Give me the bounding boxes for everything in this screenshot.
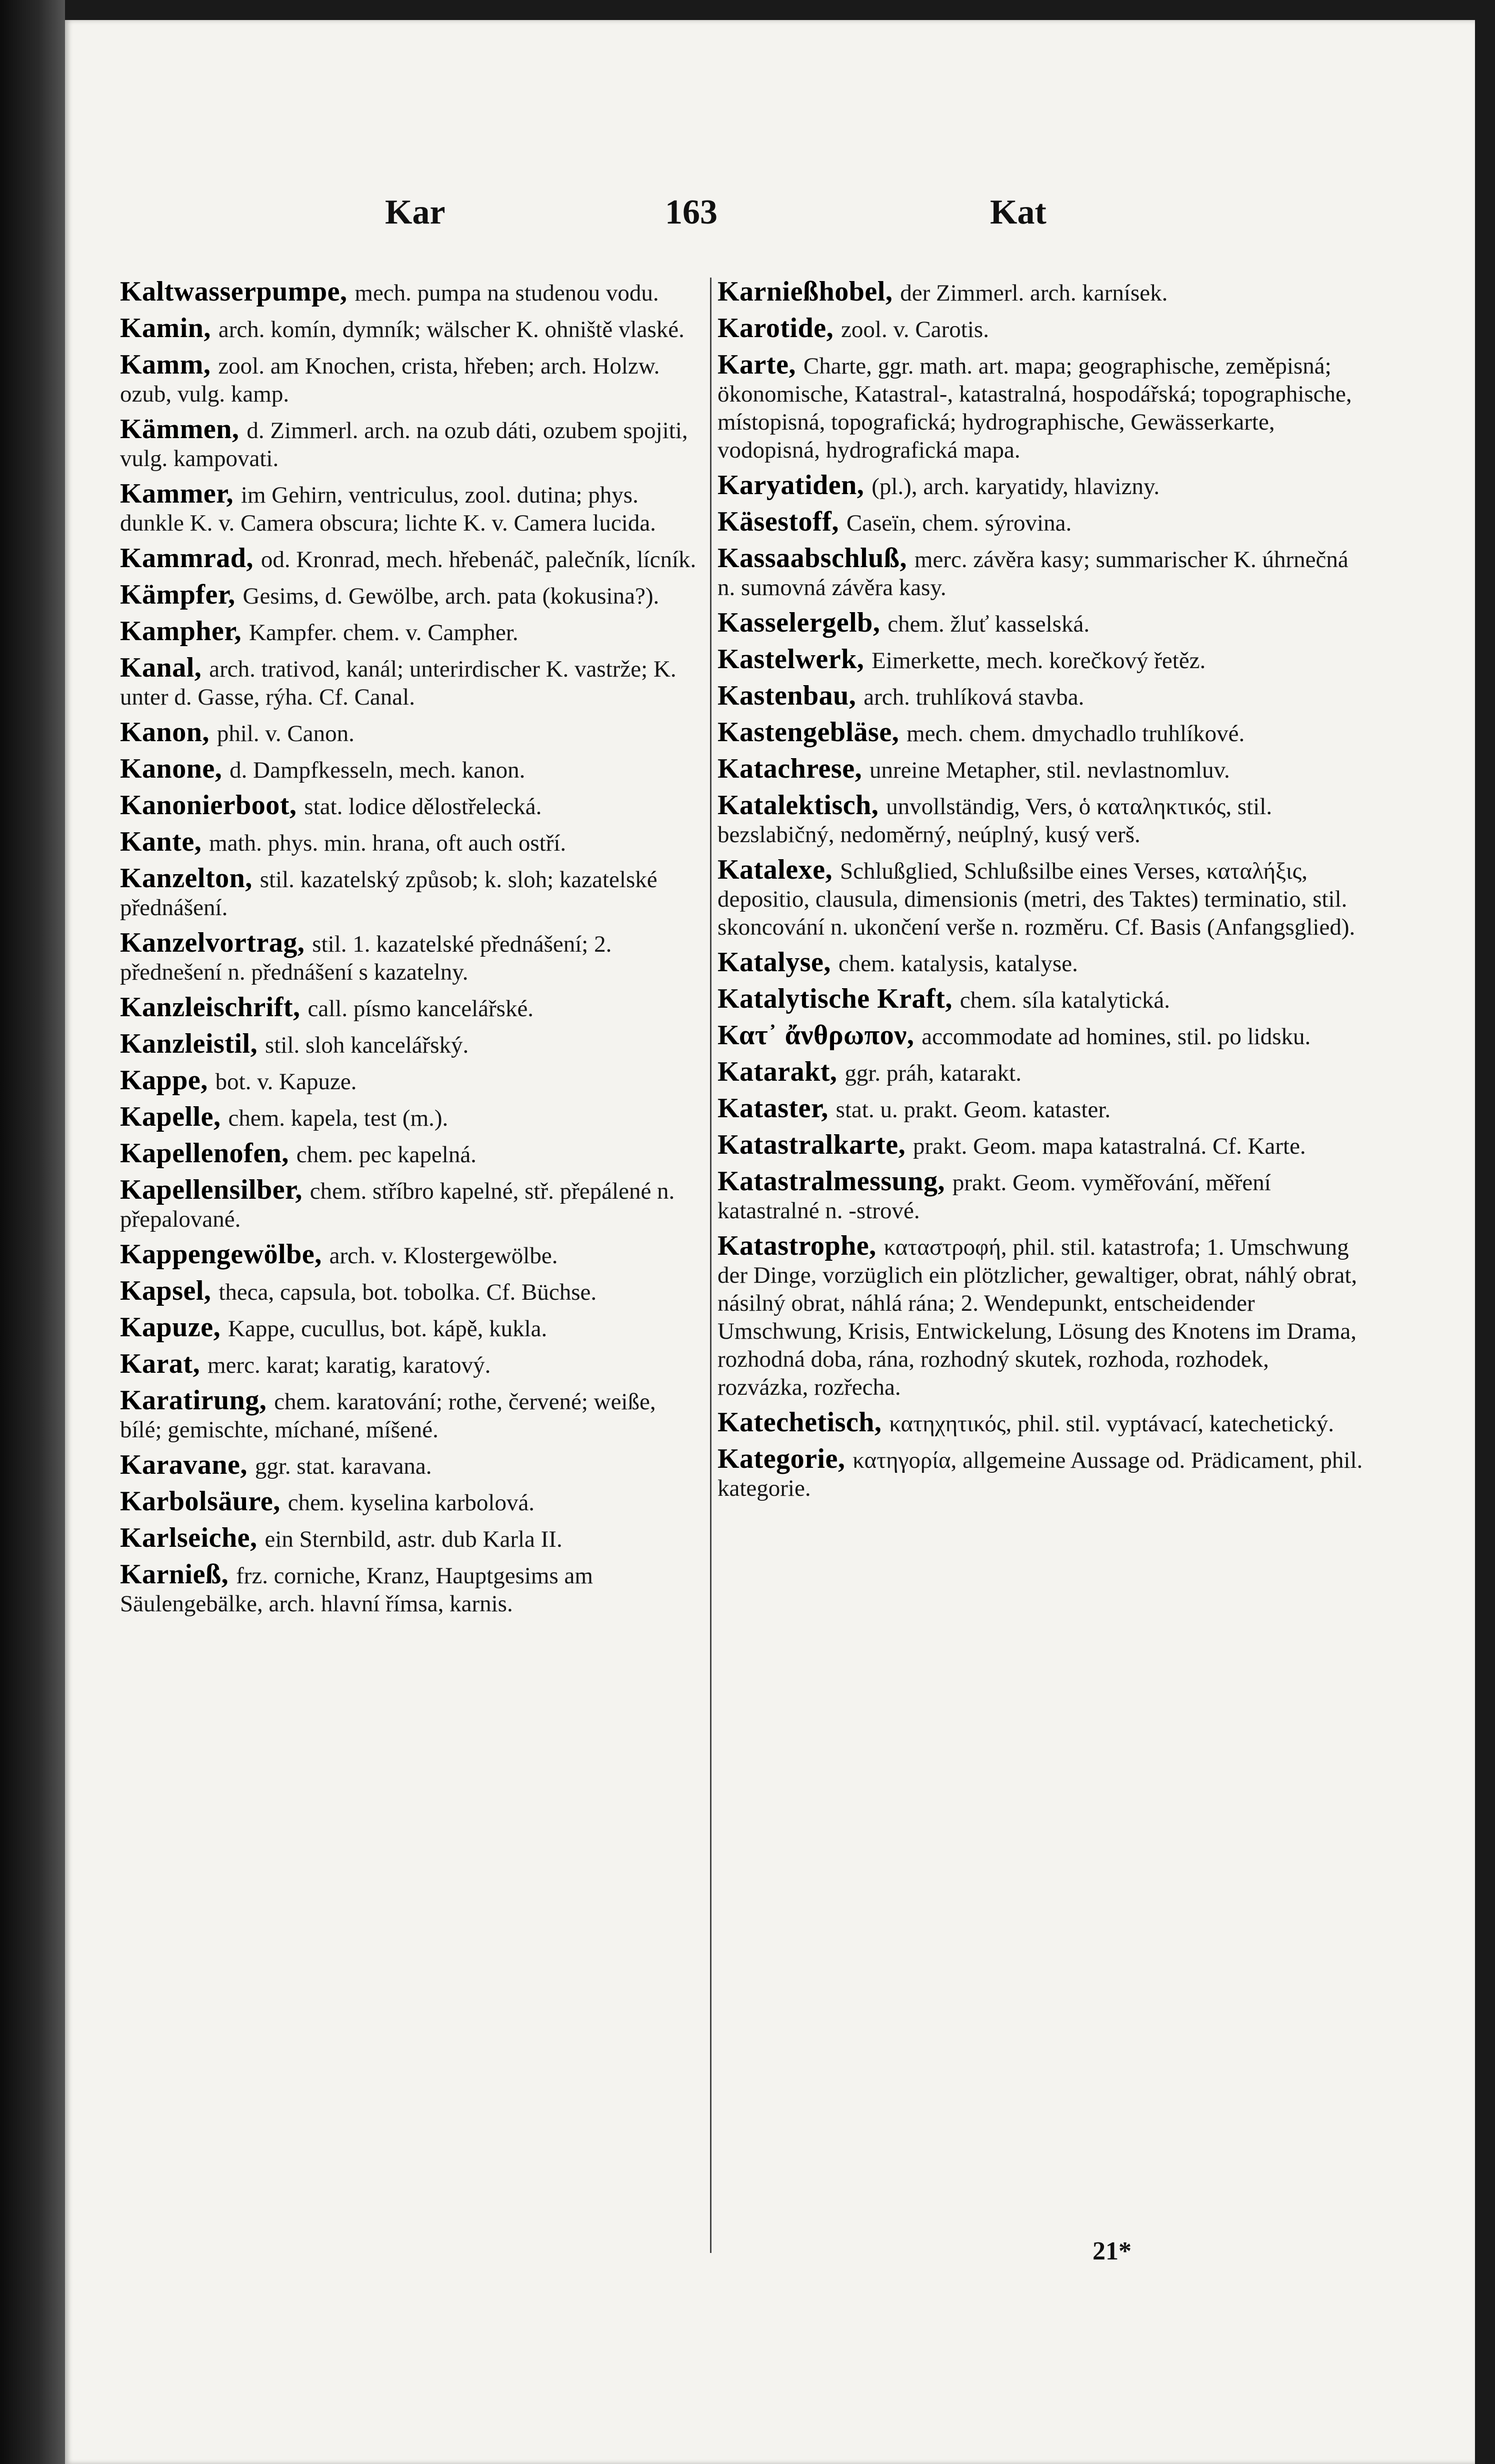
dictionary-entry bbox=[120, 1487, 700, 1517]
entry-definition: zool. am Knochen, crista, hřeben; arch. Holzw. ozub, vulg. kamp. bbox=[120, 353, 660, 407]
entry-definition: chem. pec kapelná. bbox=[296, 1142, 476, 1168]
dictionary-entry bbox=[120, 755, 700, 784]
entry-definition: frz. corniche, Kranz, Hauptgesims am Säulengebälke, arch. hlavní římsa, karnis. bbox=[120, 1563, 593, 1617]
dictionary-entry bbox=[718, 791, 1365, 849]
header-left-guideword: Kar bbox=[385, 193, 446, 232]
entry-headword: Katalektisch , bbox=[718, 790, 878, 821]
entry-headword: Kanal , bbox=[120, 652, 202, 683]
dictionary-entry bbox=[120, 617, 700, 647]
entry-headword: Kanonierboot , bbox=[120, 790, 296, 821]
entry-definition: stil. kazatelský způsob; k. sloh; kazatelské přednášení. bbox=[120, 867, 658, 921]
dictionary-entry bbox=[718, 1167, 1365, 1225]
dictionary-entry bbox=[120, 1066, 700, 1096]
dictionary-entry bbox=[120, 480, 700, 537]
entry-definition: chem. kapela, test (m.). bbox=[228, 1105, 448, 1131]
dictionary-entry bbox=[718, 1131, 1365, 1160]
page-header bbox=[65, 193, 1475, 248]
entry-headword: Käsestoff , bbox=[718, 506, 839, 537]
entry-headword: Kataster , bbox=[718, 1093, 828, 1124]
entry-definition: merc. karat; karatig, karatový. bbox=[208, 1352, 491, 1378]
entry-headword: Kappe , bbox=[120, 1065, 208, 1096]
entry-headword: Kappengewölbe , bbox=[120, 1239, 322, 1270]
entry-headword: Katarakt , bbox=[718, 1056, 837, 1087]
dictionary-entry bbox=[120, 1103, 700, 1132]
entry-headword: Kastenbau , bbox=[718, 680, 856, 711]
dictionary-entry bbox=[120, 1030, 700, 1059]
dictionary-entry bbox=[120, 544, 700, 574]
entry-definition: d. Dampfkesseln, mech. kanon. bbox=[230, 757, 526, 783]
entry-definition: der Zimmerl. arch. karnísek. bbox=[900, 280, 1168, 306]
dictionary-entry bbox=[718, 948, 1365, 978]
dictionary-entry bbox=[120, 581, 700, 610]
entry-definition: bot. v. Kapuze. bbox=[215, 1069, 357, 1095]
entry-headword: Katachrese , bbox=[718, 753, 862, 784]
entry-headword: Kamm , bbox=[120, 349, 210, 380]
entry-headword: Katastralkarte , bbox=[718, 1129, 906, 1160]
entry-definition: arch. trativod, kanál; unterirdischer K. vastrže; K. unter d. Gasse, rýha. Cf. Canal. bbox=[120, 656, 676, 710]
page-number: 163 bbox=[665, 193, 718, 232]
entry-headword: Katastralmessung , bbox=[718, 1166, 945, 1197]
column-divider bbox=[710, 278, 712, 2253]
entry-headword: Kapsel , bbox=[120, 1275, 211, 1306]
entry-headword: Kanzleischrift , bbox=[120, 992, 300, 1023]
entry-definition: καταστροφή, phil. stil. katastrofa; 1. Umschwung der Dinge, vorzüglich ein plötzlicher, gewaltiger, obrat, náhlý obrat, násilný obrat, náhlá rána; 2. Wendepunkt, entscheidender Umschwung, Krisis, Entwickelung, Lösung des Knotens im Drama, rozhodná doba, rána, rozhodný skutek, rozhoda, rozhodek, rozvázka, rozřecha. bbox=[718, 1234, 1358, 1400]
dictionary-entry bbox=[120, 314, 700, 344]
entry-definition: unreine Metapher, stil. nevlastnomluv. bbox=[870, 757, 1230, 783]
entry-definition: im Gehirn, ventriculus, zool. dutina; phys. dunkle K. v. Camera obscura; lichte K. v. Camera lucida. bbox=[120, 482, 656, 536]
entry-headword: Katalytische Kraft , bbox=[718, 983, 952, 1014]
entry-definition: chem. karatování; rothe, červené; weiße, bílé; gemischte, míchané, míšené. bbox=[120, 1389, 656, 1443]
entry-headword: Kanzelvortrag , bbox=[120, 927, 304, 958]
entry-definition: Gesims, d. Gewölbe, arch. pata (kokusina?). bbox=[242, 583, 660, 609]
dictionary-entry bbox=[718, 645, 1365, 675]
entry-definition: stil. 1. kazatelské přednášení; 2. přednešení n. přednášení s kazatelny. bbox=[120, 931, 612, 985]
dictionary-entry bbox=[718, 718, 1365, 748]
entry-definition: call. písmo kancelářské. bbox=[308, 996, 534, 1022]
dictionary-entry bbox=[120, 654, 700, 711]
entry-definition: Schlußglied, Schlußsilbe eines Verses, καταλήξις, depositio, clausula, dimensionis (metri, des Taktes) terminatio, stil. skoncování n. ukončení verše n. rozměru. Cf. Basis (Anfangsglied). bbox=[718, 858, 1356, 940]
entry-headword: Kategorie , bbox=[718, 1443, 845, 1474]
dictionary-entry bbox=[120, 1560, 700, 1618]
book-spine-edge bbox=[0, 0, 65, 2464]
entry-headword: Kammrad , bbox=[120, 543, 254, 574]
entry-definition: Caseïn, chem. sýrovina. bbox=[846, 510, 1072, 536]
entry-headword: Karatirung , bbox=[120, 1385, 266, 1416]
entry-headword: Kapuze , bbox=[120, 1312, 220, 1343]
entry-headword: Kastengebläse , bbox=[718, 717, 899, 748]
entry-headword: Kämpfer , bbox=[120, 579, 236, 610]
dictionary-entry bbox=[120, 993, 700, 1023]
dictionary-entry bbox=[120, 828, 700, 857]
entry-definition: accommodate ad homines, stil. po lidsku. bbox=[922, 1024, 1311, 1050]
entry-headword: Katalyse , bbox=[718, 947, 831, 978]
printer-signature-mark: 21* bbox=[1092, 2237, 1132, 2265]
entry-definition: Kampfer. chem. v. Campher. bbox=[249, 620, 518, 646]
dictionary-entry bbox=[120, 1386, 700, 1444]
entry-definition: chem. kyselina karbolová. bbox=[288, 1490, 535, 1516]
dictionary-entry bbox=[718, 351, 1365, 464]
right-column bbox=[718, 278, 1365, 1509]
entry-definition: mech. pumpa na studenou vodu. bbox=[354, 280, 659, 306]
entry-headword: Karlseiche , bbox=[120, 1522, 258, 1553]
entry-headword: Kapelle , bbox=[120, 1101, 221, 1132]
header-right-guideword: Kat bbox=[990, 193, 1046, 232]
dictionary-entry bbox=[120, 1277, 700, 1306]
dictionary-entry bbox=[718, 1021, 1365, 1051]
entry-definition: arch. v. Klostergewölbe. bbox=[329, 1243, 558, 1269]
dictionary-entry bbox=[718, 544, 1365, 602]
dictionary-entry bbox=[718, 314, 1365, 344]
entry-definition: mech. chem. dmychadlo truhlíkové. bbox=[906, 721, 1245, 747]
dictionary-entry bbox=[120, 278, 700, 307]
dictionary-entry bbox=[718, 985, 1365, 1014]
entry-headword: Kaltwasserpumpe , bbox=[120, 276, 347, 307]
dictionary-entry bbox=[718, 278, 1365, 307]
entry-definition: ggr. stat. karavana. bbox=[254, 1453, 432, 1479]
entry-definition: ggr. práh, katarakt. bbox=[844, 1060, 1022, 1086]
dictionary-entry bbox=[718, 682, 1365, 711]
dictionary-entry bbox=[718, 1232, 1365, 1401]
entry-headword: Katechetisch , bbox=[718, 1407, 882, 1438]
entry-headword: Katastrophe , bbox=[718, 1230, 876, 1261]
entry-definition: ein Sternbild, astr. dub Karla II. bbox=[264, 1526, 562, 1552]
entry-definition: chem. stříbro kapelné, stř. přepálené n. přepalované. bbox=[120, 1178, 675, 1232]
entry-headword: Kassaabschluß , bbox=[718, 543, 907, 574]
dictionary-entry bbox=[120, 1350, 700, 1379]
entry-headword: Karat , bbox=[120, 1348, 200, 1379]
entry-definition: stat. u. prakt. Geom. kataster. bbox=[836, 1097, 1111, 1123]
entry-definition: chem. síla katalytická. bbox=[960, 987, 1170, 1013]
dictionary-entry bbox=[718, 508, 1365, 537]
dictionary-entry bbox=[120, 351, 700, 408]
entry-definition: chem. katalysis, katalyse. bbox=[838, 951, 1078, 977]
dictionary-entry bbox=[718, 1408, 1365, 1438]
entry-definition: prakt. Geom. mapa katastralná. Cf. Karte. bbox=[913, 1133, 1306, 1159]
entry-definition: arch. truhlíková stavba. bbox=[864, 684, 1084, 710]
dictionary-entry bbox=[120, 929, 700, 986]
entry-definition: κατηγορία, allgemeine Aussage od. Prädicament, phil. kategorie. bbox=[718, 1447, 1363, 1501]
entry-definition: arch. komín, dymník; wälscher K. ohniště vlaské. bbox=[218, 317, 684, 343]
dictionary-entry bbox=[120, 1139, 700, 1169]
entry-definition: theca, capsula, bot. tobolka. Cf. Büchse. bbox=[218, 1279, 597, 1305]
dictionary-entry bbox=[120, 791, 700, 821]
entry-headword: Kanon , bbox=[120, 717, 210, 748]
dictionary-entry bbox=[718, 609, 1365, 638]
entry-definition: κατηχητικός, phil. stil. vyptávací, katechetický. bbox=[889, 1411, 1334, 1437]
dictionary-entry bbox=[120, 1451, 700, 1480]
dictionary-entry bbox=[120, 1313, 700, 1343]
entry-definition: unvollständig, Vers, ὁ καταληκτικός, stil. bezslabičný, nedoměrný, neúplný, kusý verš. bbox=[718, 794, 1272, 848]
entry-definition: Kappe, cucullus, bot. kápě, kukla. bbox=[228, 1316, 548, 1342]
entry-headword: Karotide , bbox=[718, 313, 834, 344]
entry-definition: phil. v. Canon. bbox=[216, 721, 354, 747]
entry-definition: Charte, ggr. math. art. mapa; geographische, zeměpisná; ökonomische, Katastral-, katastralná, hospodářská; topographische, místopisná, topografická; hydrographische, Gewässerkarte, vodopisná, hydrografická mapa. bbox=[718, 353, 1352, 463]
dictionary-entry bbox=[120, 1176, 700, 1233]
entry-definition: prakt. Geom. vyměřování, měření katastralné n. -strové. bbox=[718, 1170, 1271, 1224]
entry-definition: Eimerkette, mech. korečkový řetěz. bbox=[872, 648, 1206, 674]
entry-headword: Kante , bbox=[120, 826, 202, 857]
entry-definition: merc. závěra kasy; summarischer K. úhrnečná n. sumovná závěra kasy. bbox=[718, 547, 1348, 601]
entry-headword: Kämmen , bbox=[120, 414, 239, 445]
left-column bbox=[120, 278, 700, 1625]
entry-headword: Kanzelton , bbox=[120, 863, 252, 894]
entry-headword: Karbolsäure , bbox=[120, 1486, 280, 1517]
dictionary-entry bbox=[120, 1524, 700, 1553]
entry-definition: stil. sloh kancelářský. bbox=[265, 1032, 469, 1058]
entry-headword: Kamin , bbox=[120, 313, 211, 344]
entry-headword: Kanzleistil , bbox=[120, 1028, 258, 1059]
dictionary-entry bbox=[718, 755, 1365, 784]
entry-headword: Karnieß , bbox=[120, 1559, 228, 1590]
entry-definition: (pl.), arch. karyatidy, hlavizny. bbox=[872, 474, 1160, 500]
entry-headword: Karavane , bbox=[120, 1449, 248, 1480]
entry-definition: math. phys. min. hrana, oft auch ostří. bbox=[209, 830, 566, 856]
dictionary-page bbox=[65, 20, 1475, 2464]
entry-headword: Kanone , bbox=[120, 753, 222, 784]
entry-definition: stat. lodice dělostřelecká. bbox=[304, 794, 542, 820]
entry-headword: Kapellensilber , bbox=[120, 1174, 302, 1205]
entry-headword: Kasselergelb , bbox=[718, 607, 880, 638]
entry-definition: zool. v. Carotis. bbox=[841, 317, 989, 343]
dictionary-entry bbox=[718, 1445, 1365, 1502]
entry-headword: Karte , bbox=[718, 349, 796, 380]
entry-definition: od. Kronrad, mech. hřebenáč, palečník, lícník. bbox=[260, 547, 696, 573]
dictionary-entry bbox=[120, 718, 700, 748]
entry-headword: Karnießhobel , bbox=[718, 276, 892, 307]
entry-headword: Kastelwerk , bbox=[718, 644, 864, 675]
dictionary-entry bbox=[718, 1094, 1365, 1124]
entry-headword: Karyatiden , bbox=[718, 470, 864, 501]
dictionary-entry bbox=[120, 1240, 700, 1270]
dictionary-entry bbox=[120, 864, 700, 922]
entry-headword: Kampher , bbox=[120, 616, 242, 647]
dictionary-entry bbox=[718, 856, 1365, 941]
dictionary-entry bbox=[120, 415, 700, 473]
entry-headword: Κατ᾽ ἄνθρωπον , bbox=[718, 1020, 914, 1051]
dictionary-entry bbox=[718, 1058, 1365, 1087]
entry-headword: Katalexe , bbox=[718, 854, 832, 885]
entry-definition: d. Zimmerl. arch. na ozub dáti, ozubem spojiti, vulg. kampovati. bbox=[120, 418, 688, 472]
dictionary-entry bbox=[718, 471, 1365, 501]
entry-headword: Kammer , bbox=[120, 478, 234, 509]
entry-definition: chem. žluť kasselská. bbox=[888, 611, 1090, 637]
entry-headword: Kapellenofen , bbox=[120, 1138, 289, 1169]
